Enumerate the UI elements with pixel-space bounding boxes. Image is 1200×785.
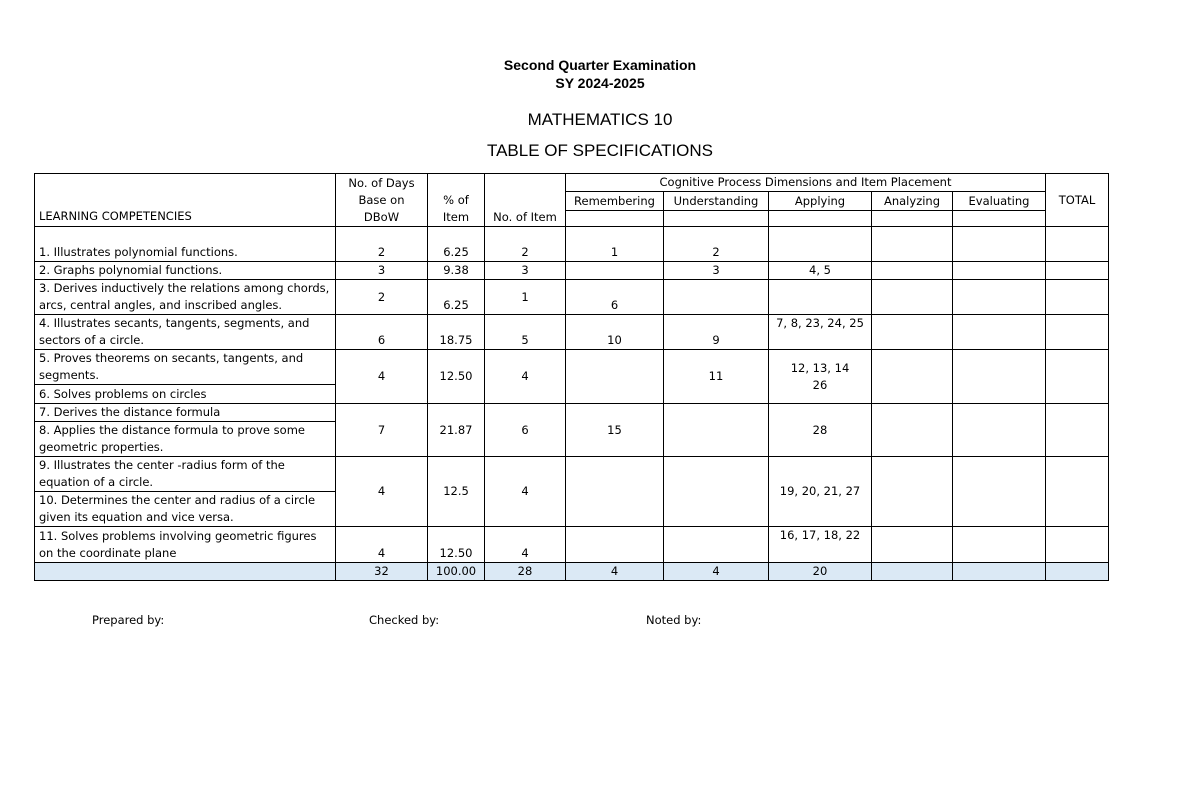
items-cell: 4	[485, 457, 566, 527]
table-row	[35, 404, 1109, 422]
days-cell: 7	[336, 404, 428, 457]
percent-cell: 18.75	[428, 315, 485, 350]
applying-cell: 4, 5	[769, 262, 872, 280]
percent-cell: 12.50	[428, 350, 485, 404]
items-cell: 6	[485, 404, 566, 457]
days-cell: 2	[336, 280, 428, 315]
percent-cell: 21.87	[428, 404, 485, 457]
competency-cell: 2. Graphs polynomial functions.	[35, 262, 336, 280]
applying-cell: 16, 17, 18, 22	[769, 527, 872, 563]
noted-by-label: Noted by:	[646, 613, 702, 627]
table-row	[35, 527, 1109, 563]
school-year: SY 2024-2025	[555, 75, 645, 91]
competency-cell: 3. Derives inductively the relations among chords, arcs, central angles, and inscribed angles.	[35, 280, 336, 315]
header-row-1	[35, 174, 1109, 192]
competency-cell: 7. Derives the distance formula	[35, 404, 336, 422]
header-analyzing: Analyzing	[872, 192, 953, 211]
header-competencies: LEARNING COMPETENCIES	[35, 174, 336, 227]
applying-cell	[769, 227, 872, 262]
applying-cell: 7, 8, 23, 24, 25	[769, 315, 872, 350]
applying-cell: 28	[769, 404, 872, 457]
table-row	[35, 315, 1109, 350]
competency-cell: 5. Proves theorems on secants, tangents, and segments.	[35, 350, 336, 385]
header-total: TOTAL	[1046, 174, 1109, 227]
table-row	[35, 227, 1109, 262]
items-cell: 5	[485, 315, 566, 350]
document-title: TABLE OF SPECIFICATIONS	[486, 141, 714, 160]
prepared-by-label: Prepared by:	[92, 613, 165, 627]
competency-cell: 6. Solves problems on circles	[35, 385, 336, 404]
totals-row	[35, 563, 1109, 581]
days-cell: 4	[336, 350, 428, 404]
table-row	[35, 350, 1109, 385]
total-applying: 20	[769, 563, 872, 581]
understanding-cell: 9	[664, 315, 769, 350]
total-understanding: 4	[664, 563, 769, 581]
items-cell: 1	[485, 280, 566, 315]
competency-cell: 4. Illustrates secants, tangents, segments, and sectors of a circle.	[35, 315, 336, 350]
remembering-cell: 6	[566, 280, 664, 315]
percent-cell: 6.25	[428, 227, 485, 262]
understanding-cell: 3	[664, 262, 769, 280]
total-percent: 100.00	[428, 563, 485, 581]
header-percent: % of Item	[428, 174, 485, 227]
understanding-cell: 2	[664, 227, 769, 262]
days-cell: 2	[336, 227, 428, 262]
header-understanding: Understanding	[664, 192, 769, 211]
header-cognitive: Cognitive Process Dimensions and Item Placement	[566, 174, 1046, 192]
applying-cell: 19, 20, 21, 27	[769, 457, 872, 527]
items-cell: 2	[485, 227, 566, 262]
days-cell: 4	[336, 527, 428, 563]
checked-by-label: Checked by:	[369, 613, 440, 627]
remembering-cell	[566, 262, 664, 280]
days-cell: 6	[336, 315, 428, 350]
applying-cell: 12, 13, 14 26	[769, 350, 872, 404]
days-cell: 3	[336, 262, 428, 280]
competency-cell: 11. Solves problems involving geometric figures on the coordinate plane	[35, 527, 336, 563]
days-cell: 4	[336, 457, 428, 527]
remembering-cell: 1	[566, 227, 664, 262]
header-applying: Applying	[769, 192, 872, 211]
header-items: No. of Item	[485, 174, 566, 227]
items-cell: 3	[485, 262, 566, 280]
items-cell: 4	[485, 350, 566, 404]
percent-cell: 9.38	[428, 262, 485, 280]
header-days: No. of Days Base on DBoW	[336, 174, 428, 227]
remembering-cell: 15	[566, 404, 664, 457]
exam-title: Second Quarter Examination	[503, 57, 697, 73]
total-items: 28	[485, 563, 566, 581]
percent-cell: 12.50	[428, 527, 485, 563]
table-row	[35, 262, 1109, 280]
percent-cell: 6.25	[428, 280, 485, 315]
header-evaluating: Evaluating	[953, 192, 1046, 211]
subject-title: MATHEMATICS 10	[527, 110, 673, 129]
table-row	[35, 280, 1109, 315]
remembering-cell: 10	[566, 315, 664, 350]
specifications-table	[34, 173, 1109, 581]
items-cell: 4	[485, 527, 566, 563]
total-days: 32	[336, 563, 428, 581]
header-remembering: Remembering	[566, 192, 664, 211]
competency-cell: 9. Illustrates the center -radius form of the equation of a circle.	[35, 457, 336, 492]
percent-cell: 12.5	[428, 457, 485, 527]
competency-cell: 8. Applies the distance formula to prove some geometric properties.	[35, 422, 336, 457]
table-row	[35, 457, 1109, 492]
competency-cell: 10. Determines the center and radius of a circle given its equation and vice versa.	[35, 492, 336, 527]
understanding-cell: 11	[664, 350, 769, 404]
total-remembering: 4	[566, 563, 664, 581]
competency-cell: 1. Illustrates polynomial functions.	[35, 227, 336, 262]
